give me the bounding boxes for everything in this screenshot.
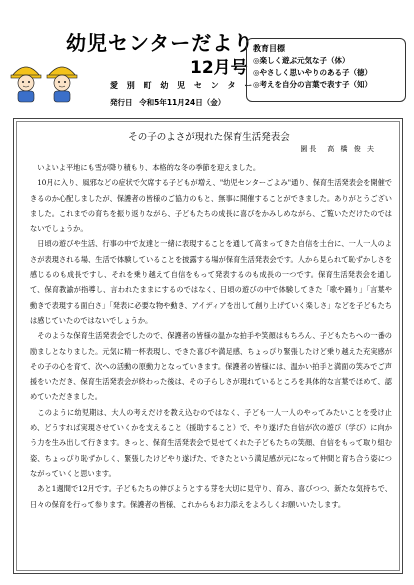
education-goal-item: ◎やさしく思いやりのある子（徳） bbox=[253, 68, 373, 77]
issue-date-value: 令和5年11月24日（金） bbox=[139, 98, 226, 107]
article-frame bbox=[13, 118, 403, 574]
article-title: その子のよさが現れた保育生活発表会 bbox=[128, 132, 290, 143]
child-mascot-icon bbox=[11, 67, 41, 102]
issue-date bbox=[110, 97, 225, 108]
child-mascot-icon bbox=[47, 67, 77, 102]
education-goal-item: ◎考えを自分の言葉で表す子（知） bbox=[253, 80, 373, 89]
education-goal-item: ◎楽しく遊ぶ元気な子（体） bbox=[253, 56, 350, 65]
article-paragraph: いよいよ平地にも雪が降り積もり、本格的な冬の季節を迎えました。 bbox=[30, 163, 261, 172]
article-paragraph: 日頃の遊びや生活、行事の中で友達と一緒に表現することを通して高まってきた自信を土台に、一人一人のよさが表現される場、生活で体験していることを披露する場が保育生活発表会です。人から見られて恥ずかしさを感じるのも成長ですし、それを乗り越えて自信をもって発表するのも成長の一つです。保育生活発表会を通して、保育教諭が指導し、言われたままにするのではなく、日頃の遊びの中で体験してきた「歌や踊り」「言葉や動きで表現する面白さ」「発表に必要な物や動き、アイディアを出して創り上げていく楽しさ」などを子どもたちは感じていたのではないでしょうか。 bbox=[30, 239, 392, 325]
education-goals-title: 教育目標 bbox=[253, 44, 285, 53]
article-paragraph: 10月に入り、風邪などの症状で欠席する子どもが増え、"幼児センターごよみ"通り、保育生活発表会を開催できるのか心配しましたが、保護者の皆様のご協力のもと、無事に開催することができました。ありがとうございました。これまでの育ちを振り返りながら、子どもたちの成長に喜びをかみしめながら、ご覧いただけたのではないでしょうか。 bbox=[30, 178, 392, 234]
article-paragraph: あと1週間で12月です。子どもたちの伸びようとする芽を大切に見守り、育み、喜びつつ、新たな気持ちで、日々の保育を行って参ります。保護者の皆様、これからもお力添えをよろしくお願いいたします。 bbox=[30, 484, 392, 509]
article-body bbox=[30, 160, 392, 512]
issue-date-label: 発行日 bbox=[110, 98, 133, 107]
issue-number: 12月号 bbox=[190, 58, 248, 78]
mascots bbox=[8, 56, 80, 104]
article-paragraph: このように幼児期は、大人の考えだけを教え込むのではなく、子ども一人一人のやってみたいことを受け止め、どうすれば実現させていくかを支えること（援助すること）で、やり遂げた自信が次の遊び（学び）に向かう力を生み出して行きます。きっと、保育生活発表会で見せてくれた子どもたちの笑顔、自信をもって取り組む姿、ちょっぴり恥ずかしく、緊張したけどやり遂げた、できたという満足感が元になって仲間と育ち合う姿につながっていくと思います。 bbox=[30, 407, 392, 478]
article-author: 園長 高 橋 俊 夫 bbox=[300, 145, 376, 153]
newsletter-title: 幼児センターだより bbox=[66, 31, 255, 55]
education-goals-box bbox=[246, 38, 406, 102]
organization-name: 愛 別 町 幼 児 セ ン タ ー bbox=[110, 81, 256, 90]
article-paragraph: そのような保育生活発表会でしたので、保護者の皆様の温かな拍手や笑顔はもちろん、子どもたちへの一番の励ましとなりました。元気に精一杯表現し、できた喜びや満足感、ちょっぴり緊張したけど乗り越えた充実感がその子の心を育て、次への活動の原動力となっていきます。保護者の皆様には、温かい拍手と満面の笑みでご声援をいただき、保育生活発表会が終わった後は、その子らしさが現れているところを具体的な言葉でほめて、認めていただきました。 bbox=[30, 331, 392, 402]
